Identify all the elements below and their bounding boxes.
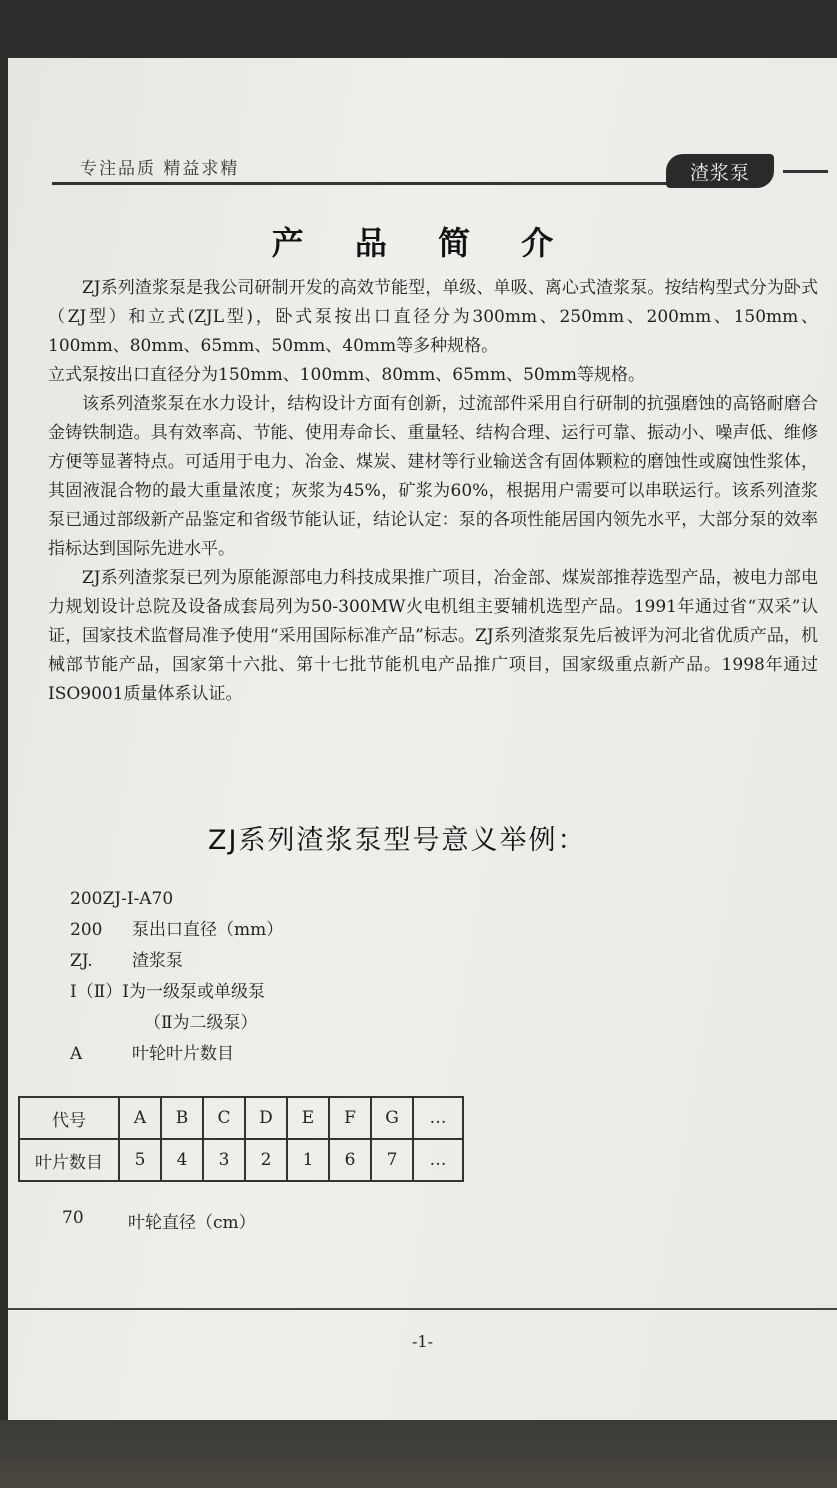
table-cell: F	[329, 1097, 371, 1139]
table-cell: 7	[371, 1139, 413, 1181]
legend-item	[70, 915, 283, 946]
legend-code: 200	[70, 920, 103, 940]
legend-code: I（Ⅱ）	[70, 982, 123, 1002]
paragraph: ZJ系列渣浆泵是我公司研制开发的高效节能型，单级、单吸、离心式渣浆泵。按结构型式分为卧式（ZJ型）和立式(ZJL型)，卧式泵按出口直径分为300mm、250mm、200mm、150mm、100mm、80mm、65mm、50mm、40mm等多种规格。	[48, 278, 818, 356]
table-row	[19, 1139, 463, 1181]
legend-item	[70, 977, 283, 1008]
table-cell: 1	[287, 1139, 329, 1181]
paragraph: ZJ系列渣浆泵已列为原能源部电力科技成果推广项目，冶金部、煤炭部推荐选型产品，被电力部电力规划设计总院及设备成套局列为50-300MW火电机组主要辅机选型产品。1991年通过省“双采”认证，国家技术监督局准予使用“采用国际标准产品”标志。ZJ系列渣浆泵先后被评为河北省优质产品，机械部节能产品，国家第十六批、第十七批节能机电产品推广项目，国家级重点新产品。1998年通过ISO9001质量体系认证。	[48, 568, 818, 704]
footer-rule	[8, 1308, 837, 1310]
table-cell: 6	[329, 1139, 371, 1181]
legend-desc: I为一级泵或单级泵	[122, 982, 265, 1002]
table-cell: E	[287, 1097, 329, 1139]
table-header-cell: 代号	[19, 1097, 119, 1139]
table-cell: G	[371, 1097, 413, 1139]
header-badge: 渣浆泵	[666, 154, 774, 188]
paragraph: 该系列渣浆泵在水力设计，结构设计方面有创新，过流部件采用自行研制的抗强磨蚀的高铬耐磨合金铸铁制造。具有效率高、节能、使用寿命长、重量轻、结构合理、运行可靠、振动小、噪声低、维修方便等显著特点。可适用于电力、冶金、煤炭、建材等行业输送含有固体颗粒的磨蚀性或腐蚀性浆体，其固液混合物的最大重量浓度；灰浆为45%，矿浆为60%，根据用户需要可以串联运行。该系列渣浆泵已通过部级新产品鉴定和省级节能认证，结论认定：泵的各项性能居国内领先水平，大部分泵的效率指标达到国际先进水平。	[48, 394, 818, 559]
paragraph: 立式泵按出口直径分为150mm、100mm、80mm、65mm、50mm等规格。	[48, 365, 645, 385]
page-title: 产 品 简 介	[271, 224, 574, 262]
header-rule	[52, 182, 692, 185]
table-cell: D	[245, 1097, 287, 1139]
legend-desc: 渣浆泵	[132, 951, 183, 971]
model-legend	[70, 884, 283, 1070]
model-example: 200ZJ-I-A70	[70, 889, 174, 909]
legend-desc: 叶轮直径（cm）	[128, 1213, 256, 1233]
intro-body	[48, 274, 818, 709]
table-cell: 2	[245, 1139, 287, 1181]
table-cell: A	[119, 1097, 161, 1139]
table-cell: B	[161, 1097, 203, 1139]
model-subtitle: ZJ系列渣浆泵型号意义举例：	[208, 825, 587, 856]
table-cell: 5	[119, 1139, 161, 1181]
page-number: -1-	[412, 1332, 433, 1351]
background-surface	[0, 1420, 837, 1488]
legend-item	[70, 1008, 283, 1039]
table-header-cell: 叶片数目	[19, 1139, 119, 1181]
table-cell: …	[413, 1097, 463, 1139]
legend-desc: 泵出口直径（mm）	[132, 920, 284, 940]
table-cell: 4	[161, 1139, 203, 1181]
diameter-legend	[62, 1208, 256, 1233]
legend-desc: （Ⅱ为二级泵）	[144, 1013, 258, 1033]
table-cell: 3	[203, 1139, 245, 1181]
legend-code: ZJ.	[70, 951, 93, 971]
legend-code: A	[70, 1044, 83, 1064]
legend-desc: 叶轮叶片数目	[132, 1044, 234, 1064]
legend-item	[70, 946, 283, 977]
document-page	[8, 58, 837, 1428]
legend-code: 70	[62, 1208, 84, 1228]
header-rule-right	[783, 170, 828, 173]
table-row	[19, 1097, 463, 1139]
table-cell: …	[413, 1139, 463, 1181]
header-slogan: 专注品质 精益求精	[80, 159, 240, 179]
blade-count-table	[18, 1096, 464, 1182]
legend-item	[70, 1039, 283, 1070]
table-cell: C	[203, 1097, 245, 1139]
